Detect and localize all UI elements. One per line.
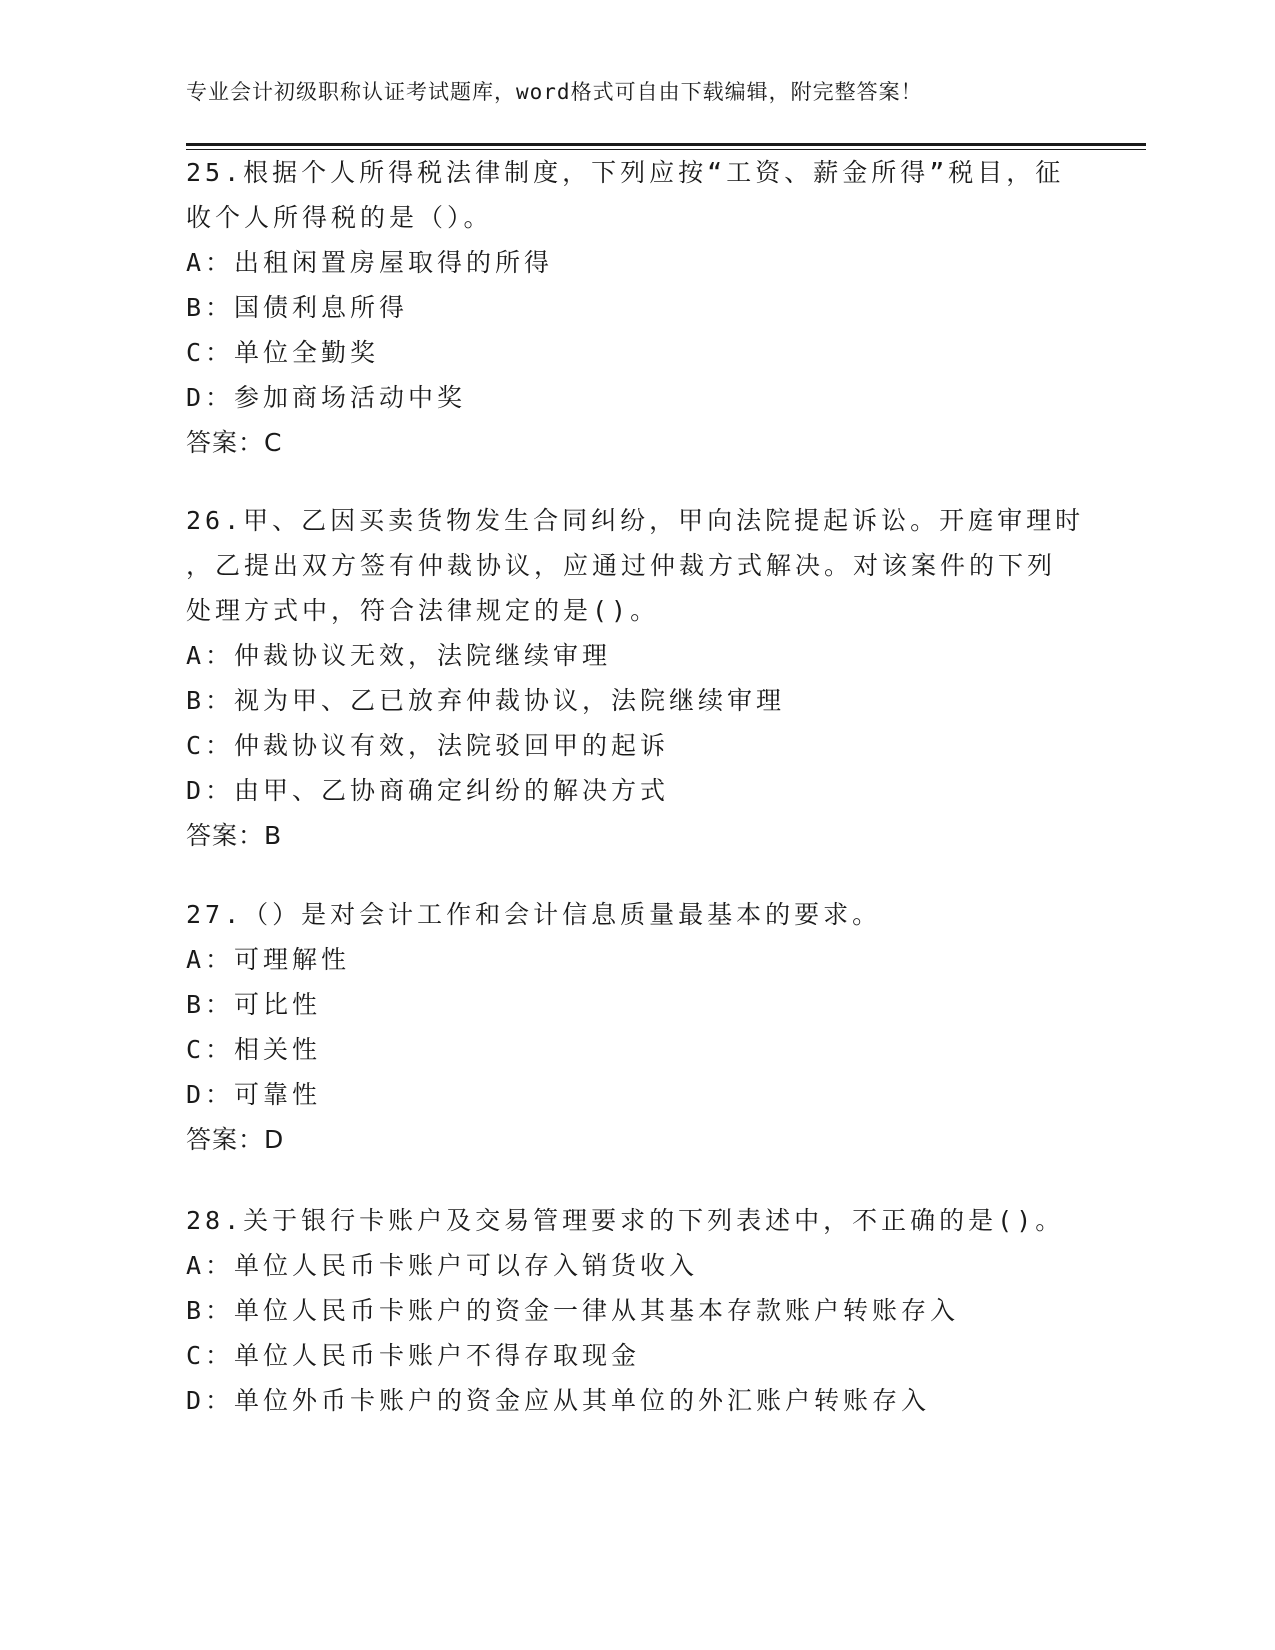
option-b: B：国债利息所得 (186, 293, 409, 322)
option-d: D：由甲、乙协商确定纠纷的解决方式 (186, 776, 670, 805)
page-header: 专业会计初级职称认证考试题库，word格式可自由下载编辑，附完整答案！ (186, 80, 923, 104)
option-a: A：仲裁协议无效，法院继续审理 (186, 641, 612, 670)
option-d: D：可靠性 (186, 1080, 322, 1109)
option-c: C：仲裁协议有效，法院驳回甲的起诉 (186, 731, 670, 760)
option-b: B：视为甲、乙已放弃仲裁协议，法院继续审理 (186, 686, 786, 715)
question-text-line: 收个人所得税的是（）。 (186, 203, 493, 232)
answer-line: 答案：C (186, 428, 283, 457)
question-26 (186, 498, 1086, 858)
question-text-line: 25.根据个人所得税法律制度，下列应按“工资、薪金所得”税目，征 (186, 158, 1065, 187)
question-text-line: ，乙提出双方签有仲裁协议，应通过仲裁方式解决。对该案件的下列 (186, 551, 1057, 580)
answer-line: 答案：B (186, 821, 283, 850)
question-text-line: 28.关于银行卡账户及交易管理要求的下列表述中，不正确的是()。 (186, 1206, 1065, 1235)
option-a: A：出租闲置房屋取得的所得 (186, 248, 554, 277)
option-b: B：可比性 (186, 990, 322, 1019)
option-c: C：相关性 (186, 1035, 322, 1064)
question-25 (186, 150, 1086, 465)
option-c: C：单位人民币卡账户不得存取现金 (186, 1341, 641, 1370)
option-d: D：单位外币卡账户的资金应从其单位的外汇账户转账存入 (186, 1386, 931, 1415)
option-d: D：参加商场活动中奖 (186, 383, 467, 412)
question-text-line: 处理方式中，符合法律规定的是()。 (186, 596, 660, 625)
option-a: A：单位人民币卡账户可以存入销货收入 (186, 1251, 699, 1280)
question-28 (186, 1198, 1086, 1423)
question-text-line: 26.甲、乙因买卖货物发生合同纠纷，甲向法院提起诉讼。开庭审理时 (186, 506, 1085, 535)
question-27 (186, 892, 1086, 1162)
option-b: B：单位人民币卡账户的资金一律从其基本存款账户转账存入 (186, 1296, 960, 1325)
option-c: C：单位全勤奖 (186, 338, 380, 367)
answer-line: 答案：D (186, 1125, 285, 1154)
option-a: A：可理解性 (186, 945, 351, 974)
question-text-line: 27.（）是对会计工作和会计信息质量最基本的要求。 (186, 900, 882, 929)
header-divider-thick (186, 143, 1146, 146)
